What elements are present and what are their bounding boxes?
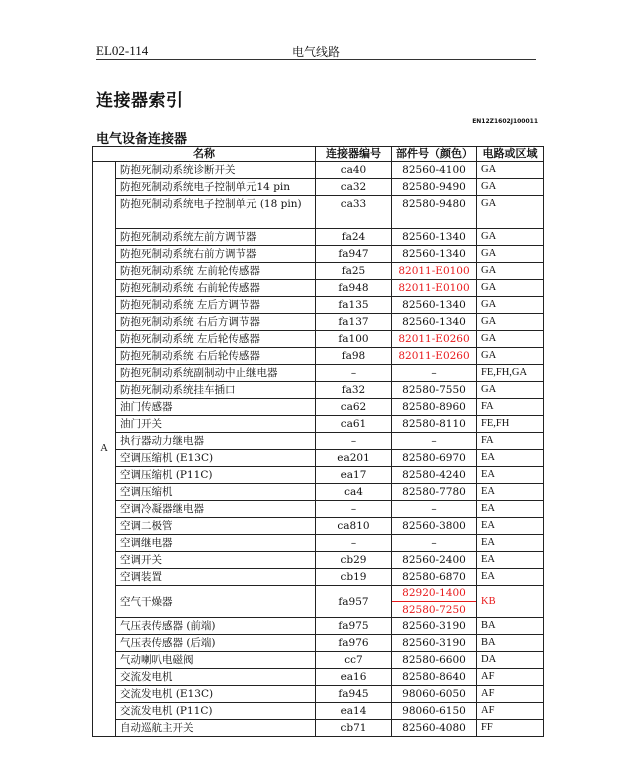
cell-part-number: 82580-8640 xyxy=(392,669,477,686)
cell-connector: – xyxy=(316,501,392,518)
cell-part-number: 82560-3190 xyxy=(392,618,477,635)
table-row xyxy=(93,686,544,703)
cell-name: 防抱死制动系统电子控制单元 (18 pin) xyxy=(116,196,316,229)
cell-name: 防抱死制动系统右前方调节器 xyxy=(116,246,316,263)
cell-part-number: 82560-4080 xyxy=(392,720,477,737)
cell-area: FA xyxy=(477,433,544,450)
table-row xyxy=(93,501,544,518)
cell-area: FA xyxy=(477,399,544,416)
cell-connector: fa976 xyxy=(316,635,392,652)
col-header-area: 电路或区域 xyxy=(477,147,544,162)
cell-part-number: 82580-6970 xyxy=(392,450,477,467)
cell-connector: – xyxy=(316,433,392,450)
cell-area: EA xyxy=(477,484,544,501)
page-code: EL02-114 xyxy=(96,43,149,58)
cell-connector: cb29 xyxy=(316,552,392,569)
cell-name: 气压表传感器 (前端) xyxy=(116,618,316,635)
group-label: A xyxy=(93,162,116,737)
cell-part-number: 82560-1340 xyxy=(392,246,477,263)
cell-connector: fa32 xyxy=(316,382,392,399)
cell-name: 防抱死制动系统 右后方调节器 xyxy=(116,314,316,331)
cell-area: GA xyxy=(477,348,544,365)
cell-connector: ca40 xyxy=(316,162,392,179)
cell-area: EA xyxy=(477,569,544,586)
cell-part-number: 98060-6150 xyxy=(392,703,477,720)
table-row xyxy=(93,331,544,348)
cell-part-number: 82580-6600 xyxy=(392,652,477,669)
page-title: 连接器索引 xyxy=(96,91,184,111)
cell-name: 气压表传感器 (后端) xyxy=(116,635,316,652)
table-row xyxy=(93,229,544,246)
cell-area: GA xyxy=(477,246,544,263)
table-row xyxy=(93,314,544,331)
cell-part-number: 82580-7550 xyxy=(392,382,477,399)
cell-name: 空调二极管 xyxy=(116,518,316,535)
cell-area: FE,FH xyxy=(477,416,544,433)
cell-name: 防抱死制动系统 右前轮传感器 xyxy=(116,280,316,297)
page-header xyxy=(96,41,536,60)
table-row xyxy=(93,280,544,297)
cell-part-number: 98060-6050 xyxy=(392,686,477,703)
table-row xyxy=(93,382,544,399)
col-header-part: 部件号（颜色） xyxy=(392,147,477,162)
cell-name: 防抱死制动系统 左后轮传感器 xyxy=(116,331,316,348)
cell-area: AF xyxy=(477,686,544,703)
doc-id: EN12Z1602J100011 xyxy=(472,118,538,125)
cell-connector: fa945 xyxy=(316,686,392,703)
cell-connector: ca61 xyxy=(316,416,392,433)
cell-part-number: 82560-1340 xyxy=(392,229,477,246)
table-row xyxy=(93,703,544,720)
cell-connector: fa957 xyxy=(316,586,392,618)
cell-connector: ea201 xyxy=(316,450,392,467)
cell-connector: ca33 xyxy=(316,196,392,229)
cell-area: GA xyxy=(477,263,544,280)
cell-part-number: 82580-7780 xyxy=(392,484,477,501)
table-row xyxy=(93,467,544,484)
cell-connector: fa135 xyxy=(316,297,392,314)
cell-part-number: – xyxy=(392,501,477,518)
cell-area: EA xyxy=(477,552,544,569)
cell-part-number: 82560-1340 xyxy=(392,297,477,314)
table-row xyxy=(93,196,544,229)
table-row xyxy=(93,263,544,280)
cell-connector: fa100 xyxy=(316,331,392,348)
table-row xyxy=(93,348,544,365)
cell-connector: ca62 xyxy=(316,399,392,416)
table-row xyxy=(93,399,544,416)
cell-connector: fa24 xyxy=(316,229,392,246)
cell-part-number-alt: 82580-7250 xyxy=(402,604,466,616)
cell-area: GA xyxy=(477,229,544,246)
cell-connector: – xyxy=(316,535,392,552)
cell-area: EA xyxy=(477,518,544,535)
cell-part-number: 82011-E0260 xyxy=(392,331,477,348)
cell-name: 空调压缩机 (P11C) xyxy=(116,467,316,484)
cell-name: 油门开关 xyxy=(116,416,316,433)
table-row xyxy=(93,635,544,652)
table-row xyxy=(93,450,544,467)
cell-area: EA xyxy=(477,535,544,552)
table-row xyxy=(93,433,544,450)
cell-part-number: 82560-4100 xyxy=(392,162,477,179)
table-row xyxy=(93,552,544,569)
cell-area: AF xyxy=(477,669,544,686)
cell-part-number: 82560-2400 xyxy=(392,552,477,569)
cell-part-number: 82580-8110 xyxy=(392,416,477,433)
cell-connector: ea14 xyxy=(316,703,392,720)
cell-part-number: 82580-6870 xyxy=(392,569,477,586)
cell-name: 空调开关 xyxy=(116,552,316,569)
cell-part-number: – xyxy=(392,433,477,450)
cell-connector: ea17 xyxy=(316,467,392,484)
cell-connector: – xyxy=(316,365,392,382)
cell-connector: fa137 xyxy=(316,314,392,331)
cell-part-number: 82580-4240 xyxy=(392,467,477,484)
table-row xyxy=(93,535,544,552)
cell-connector: cc7 xyxy=(316,652,392,669)
cell-area: KB xyxy=(477,586,544,618)
cell-part-number: 82560-3190 xyxy=(392,635,477,652)
cell-area: GA xyxy=(477,382,544,399)
cell-area: AF xyxy=(477,703,544,720)
connector-table xyxy=(92,146,544,737)
cell-connector: ea16 xyxy=(316,669,392,686)
header-title: 电气线路 xyxy=(291,45,340,59)
cell-name: 交流发电机 (E13C) xyxy=(116,686,316,703)
table-row xyxy=(93,569,544,586)
cell-part-number-pair xyxy=(392,586,477,618)
cell-name: 气动喇叭电磁阀 xyxy=(116,652,316,669)
cell-area: GA xyxy=(477,297,544,314)
table-row xyxy=(93,518,544,535)
cell-connector: fa98 xyxy=(316,348,392,365)
cell-area: GA xyxy=(477,179,544,196)
table-row xyxy=(93,246,544,263)
cell-area: GA xyxy=(477,280,544,297)
cell-name: 防抱死制动系统挂车插口 xyxy=(116,382,316,399)
table-row xyxy=(93,484,544,501)
cell-name: 空调继电器 xyxy=(116,535,316,552)
cell-part-number: 82580-8960 xyxy=(392,399,477,416)
cell-part-number: – xyxy=(392,535,477,552)
cell-connector: fa25 xyxy=(316,263,392,280)
table-row xyxy=(93,669,544,686)
cell-name: 防抱死制动系统 左前轮传感器 xyxy=(116,263,316,280)
cell-part-number: 82580-9480 xyxy=(392,196,477,229)
table-row xyxy=(93,179,544,196)
cell-part-number: 82580-9490 xyxy=(392,179,477,196)
cell-part-number: 82011-E0100 xyxy=(392,263,477,280)
cell-name: 空调压缩机 xyxy=(116,484,316,501)
table-body xyxy=(93,162,544,737)
cell-name: 交流发电机 xyxy=(116,669,316,686)
cell-name: 空调压缩机 (E13C) xyxy=(116,450,316,467)
cell-area: GA xyxy=(477,162,544,179)
cell-name: 交流发电机 (P11C) xyxy=(116,703,316,720)
cell-connector: ca4 xyxy=(316,484,392,501)
cell-part-number: – xyxy=(392,365,477,382)
cell-part-number: 82011-E0260 xyxy=(392,348,477,365)
table-header-row xyxy=(93,147,544,162)
cell-connector: fa948 xyxy=(316,280,392,297)
cell-area: GA xyxy=(477,196,544,229)
cell-area: EA xyxy=(477,501,544,518)
cell-part-number: 82920-1400 xyxy=(392,586,476,602)
table-row xyxy=(93,652,544,669)
cell-part-number: 82560-1340 xyxy=(392,314,477,331)
cell-name: 空气干燥器 xyxy=(116,586,316,618)
table-row xyxy=(93,365,544,382)
col-header-connector: 连接器编号 xyxy=(316,147,392,162)
cell-name: 执行器动力继电器 xyxy=(116,433,316,450)
cell-connector: fa947 xyxy=(316,246,392,263)
cell-name: 防抱死制动系统电子控制单元14 pin xyxy=(116,179,316,196)
cell-part-number: 82560-3800 xyxy=(392,518,477,535)
cell-connector: fa975 xyxy=(316,618,392,635)
cell-area: GA xyxy=(477,314,544,331)
cell-connector: ca32 xyxy=(316,179,392,196)
table-row xyxy=(93,618,544,635)
cell-connector: cb19 xyxy=(316,569,392,586)
cell-area: EA xyxy=(477,450,544,467)
cell-part-number: 82011-E0100 xyxy=(392,280,477,297)
cell-name: 防抱死制动系统诊断开关 xyxy=(116,162,316,179)
table-row xyxy=(93,416,544,433)
table-row xyxy=(93,162,544,179)
table-row xyxy=(93,297,544,314)
cell-name: 防抱死制动系统副制动中止继电器 xyxy=(116,365,316,382)
cell-area: DA xyxy=(477,652,544,669)
cell-area: BA xyxy=(477,635,544,652)
cell-area: BA xyxy=(477,618,544,635)
section-title: 电气设备连接器 xyxy=(96,132,188,147)
cell-name: 油门传感器 xyxy=(116,399,316,416)
cell-connector: cb71 xyxy=(316,720,392,737)
col-header-name: 名称 xyxy=(93,147,316,162)
cell-connector: ca810 xyxy=(316,518,392,535)
cell-name: 空调冷凝器继电器 xyxy=(116,501,316,518)
cell-name: 空调装置 xyxy=(116,569,316,586)
cell-area: GA xyxy=(477,331,544,348)
table-row xyxy=(93,586,544,618)
cell-name: 自动巡航主开关 xyxy=(116,720,316,737)
cell-name: 防抱死制动系统 右后轮传感器 xyxy=(116,348,316,365)
cell-area: FF xyxy=(477,720,544,737)
cell-name: 防抱死制动系统 左后方调节器 xyxy=(116,297,316,314)
cell-name: 防抱死制动系统左前方调节器 xyxy=(116,229,316,246)
cell-area: FE,FH,GA xyxy=(477,365,544,382)
table-row xyxy=(93,720,544,737)
cell-area: EA xyxy=(477,467,544,484)
